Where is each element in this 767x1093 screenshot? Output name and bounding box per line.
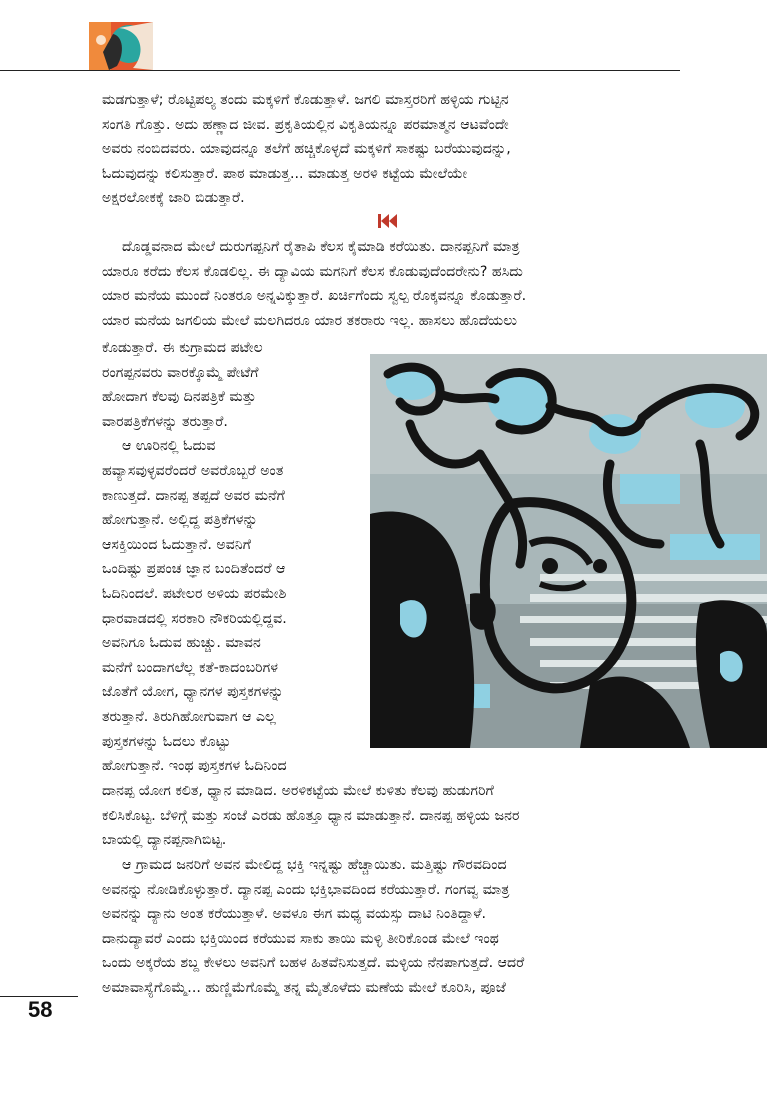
text-line: ಯಾರೂ ಕರೆದು ಕೆಲಸ ಕೊಡಲಿಲ್ಲ. ಈ ದ್ಯಾವಿಯ ಮಗನಿಗೆ ಕೆಲಸ ಕೊಡುವುದೆಂದರೇನು? ಹಸಿದು bbox=[102, 263, 523, 280]
paragraph-2 bbox=[102, 235, 526, 333]
text-line: ಓದಿನಿಂದಲೆ. ಪಟೇಲರ ಅಳಿಯ ಪರಮೇಶಿ bbox=[102, 585, 287, 602]
text-line: ಅವನನ್ನು ನೋಡಿಕೊಳ್ಳುತ್ತಾರೆ. ದ್ಯಾನಪ್ಪ ಎಂದು ಭಕ್ತಿಭಾವದಿಂದ ಕರೆಯುತ್ತಾರೆ. ಗಂಗವ್ವ ಮಾತ್ರ bbox=[102, 881, 510, 898]
text-line: ಒಂದಿಷ್ಟು ಪ್ರಪಂಚ ಜ್ಞಾನ ಬಂದಿತೆಂದರೆ ಆ bbox=[102, 561, 286, 578]
text-line: ರಂಗಪ್ಪನವರು ವಾರಕ್ಕೊಮ್ಮೆ ಪೇಟೆಗೆ bbox=[102, 364, 259, 381]
text-line: ಹೋದಾಗ ಕೆಲವು ದಿನಪತ್ರಿಕೆ ಮತ್ತು bbox=[102, 389, 257, 406]
text-line: ಓದುವುದನ್ನು ಕಲಿಸುತ್ತಾರೆ. ಪಾಠ ಮಾಡುತ್ತ... ಮಾಡುತ್ತ ಅರಳಿ ಕಟ್ಟೆಯ ಮೇಲೆಯೇ bbox=[102, 165, 468, 182]
text-line: ಮನೆಗೆ ಬಂದಾಗಲೆಲ್ಲ ಕತೆ-ಕಾದಂಬರಿಗಳ bbox=[102, 659, 279, 676]
text-line: ಯಾರ ಮನೆಯ ಜಗಲಿಯ ಮೇಲೆ ಮಲಗಿದರೂ ಯಾರ ತಕರಾರು ಇಲ್ಲ. ಹಾಸಲು ಹೊದೆಯಲು bbox=[102, 312, 517, 329]
text-line: ಕಲಿಸಿಕೊಟ್ಟ. ಬೆಳಿಗ್ಗೆ ಮತ್ತು ಸಂಜೆ ಎರಡು ಹೊತ್ತೂ ಧ್ಯಾನ ಮಾಡುತ್ತಾನೆ. ದಾನಪ್ಪ ಹಳ್ಳಿಯ ಜನರ bbox=[102, 807, 520, 824]
text-line: ಹೋಗುತ್ತಾನೆ. ಅಲ್ಲಿದ್ದ ಪತ್ರಿಕೆಗಳನ್ನು bbox=[102, 512, 258, 529]
paragraph-3-continued bbox=[102, 779, 520, 853]
page-number: 58 bbox=[28, 997, 53, 1022]
text-line: ಅಕ್ಷರಲೋಕಕ್ಕೆ ಜಾರಿ ಬಿಡುತ್ತಾರೆ. bbox=[102, 190, 245, 207]
text-line: ಹವ್ಯಾಸವುಳ್ಳವರೆಂದರೆ ಅವರೊಬ್ಬರೆ ಅಂತ bbox=[102, 462, 284, 479]
text-line: ಆಸಕ್ತಿಯಿಂದ ಓದುತ್ತಾನೆ. ಅವನಿಗೆ bbox=[102, 536, 251, 553]
text-line: ಕೊಡುತ್ತಾರೆ. ಈ ಕುಗ್ರಾಮದ ಪಟೇಲ bbox=[102, 340, 263, 356]
text-line: ಮಡಗುತ್ತಾಳೆ; ರೊಟ್ಟಿಪಲ್ಯ ತಂದು ಮಕ್ಕಳಿಗೆ ಕೊಡುತ್ತಾಳೆ. ಜಗಲಿ ಮಾಸ್ತರರಿಗೆ ಹಳ್ಳಿಯ ಗುಟ್ಟಿನ bbox=[102, 92, 509, 108]
magazine-logo bbox=[89, 22, 153, 70]
text-line: ಆ ಊರಿನಲ್ಲಿ ಓದುವ bbox=[122, 438, 216, 455]
text-line: ಧಾರವಾಡದಲ್ಲಿ ಸರಕಾರಿ ನೌಕರಿಯಲ್ಲಿದ್ದವ. bbox=[102, 610, 287, 627]
paragraph-1 bbox=[102, 88, 511, 211]
text-line: ದಾನಪ್ಪ ಯೋಗ ಕಲಿತ, ಧ್ಯಾನ ಮಾಡಿದ. ಅರಳಿಕಟ್ಟೆಯ ಮೇಲೆ ಕುಳಿತು ಕೆಲವು ಹುಡುಗರಿಗೆ bbox=[102, 783, 494, 799]
text-line: ಬಾಯಲ್ಲಿ ದ್ಯಾನಪ್ಪನಾಗಿಬಿಟ್ಟ. bbox=[102, 832, 227, 849]
text-line: ಜೊತೆಗೆ ಯೋಗ, ಧ್ಯಾನಗಳ ಪುಸ್ತಕಗಳನ್ನು bbox=[102, 684, 284, 701]
text-line: ಅವರು ನಂಬಿದವರು. ಯಾವುದನ್ನೂ ತಲೆಗೆ ಹಚ್ಚಿಕೊಳ್ಳದೆ ಮಕ್ಕಳಿಗೆ ಸಾಕಷ್ಟು ಬರೆಯುವುದನ್ನು, bbox=[102, 141, 511, 158]
text-line: ಒಂದು ಅಕ್ಕರೆಯ ಶಬ್ದ ಕೇಳಲು ಅವನಿಗೆ ಬಹಳ ಹಿತವೆನಿಸುತ್ತದೆ. ಮಳ್ಳಿಯ ನೆನಪಾಗುತ್ತದೆ. ಆದರೆ bbox=[102, 955, 525, 972]
text-line: ತರುತ್ತಾನೆ. ತಿರುಗಿಹೋಗುವಾಗ ಆ ಎಲ್ಲ bbox=[102, 708, 276, 725]
text-line: ಅವನಿಗೂ ಓದುವ ಹುಚ್ಚು. ಮಾವನ bbox=[102, 635, 261, 652]
text-line: ಆ ಗ್ರಾಮದ ಜನರಿಗೆ ಅವನ ಮೇಲಿದ್ದ ಭಕ್ತಿ ಇನ್ನಷ್ಟು ಹೆಚ್ಚಾಯಿತು. ಮತ್ತಿಷ್ಟು ಗೌರವದಿಂದ bbox=[122, 857, 507, 873]
text-line: ವಾರಪತ್ರಿಕೆಗಳನ್ನು ತರುತ್ತಾರೆ. bbox=[102, 413, 228, 430]
text-line: ಅಮಾವಾಸ್ಯೆಗೊಮ್ಮೆ... ಹುಣ್ಣಿಮೆಗೊಮ್ಮೆ ತನ್ನ ಮೈತೊಳೆದು ಮಣೆಯ ಮೇಲೆ ಕೂರಿಸಿ, ಪೂಜೆ bbox=[102, 979, 506, 996]
text-line: ದಾನುದ್ಯಾವರೆ ಎಂದು ಭಕ್ತಿಯಿಂದ ಕರೆಯುವ ಸಾಕು ತಾಯಿ ಮಳ್ಳಿ ತೀರಿಕೊಂಡ ಮೇಲೆ ಇಂಥ bbox=[102, 930, 499, 947]
text-line: ಹೋಗುತ್ತಾನೆ. ಇಂಥ ಪುಸ್ತಕಗಳ ಓದಿನಿಂದ bbox=[102, 758, 287, 775]
paragraph-4 bbox=[102, 853, 524, 1001]
header-rule bbox=[0, 70, 680, 71]
text-line: ಕಾಣುತ್ತದೆ. ದಾನಪ್ಪ ತಪ್ಪದೆ ಅವರ ಮನೆಗೆ bbox=[102, 487, 285, 504]
narrow-column-text bbox=[102, 336, 367, 779]
text-line: ಯಾರ ಮನೆಯ ಮುಂದೆ ನಿಂತರೂ ಅನ್ನವಿಕ್ಕುತ್ತಾರೆ. ಖರ್ಚಿಗೆಂದು ಸ್ವಲ್ಪ ರೊಕ್ಕವನ್ನೂ ಕೊಡುತ್ತಾರೆ. bbox=[102, 288, 527, 305]
text-line: ದೊಡ್ಡವನಾದ ಮೇಲೆ ದುರುಗಪ್ಪನಿಗೆ ರೈತಾಪಿ ಕೆಲಸ ಕೈಮಾಡಿ ಕರೆಯಿತು. ದಾನಪ್ಪನಿಗೆ ಮಾತ್ರ bbox=[122, 239, 520, 255]
story-illustration bbox=[370, 354, 767, 748]
text-line: ಪುಸ್ತಕಗಳನ್ನು ಓದಲು ಕೊಟ್ಟು bbox=[102, 733, 231, 750]
section-break-ornament-icon bbox=[377, 213, 399, 229]
text-line: ಸಂಗತಿ ಗೊತ್ತು. ಅದು ಹಣ್ಣಾದ ಜೀವ. ಪ್ರಕೃತಿಯಲ್ಲಿನ ವಿಕೃತಿಯನ್ನೂ ಪರಮಾತ್ಮನ ಆಟವೆಂದೇ bbox=[102, 116, 509, 133]
text-line: ಅವನನ್ನು ದ್ಯಾನು ಅಂತ ಕರೆಯುತ್ತಾಳೆ. ಅವಳೂ ಈಗ ಮಧ್ಯ ವಯಸ್ಸು ದಾಟಿ ನಿಂತಿದ್ದಾಳೆ. bbox=[102, 906, 487, 923]
